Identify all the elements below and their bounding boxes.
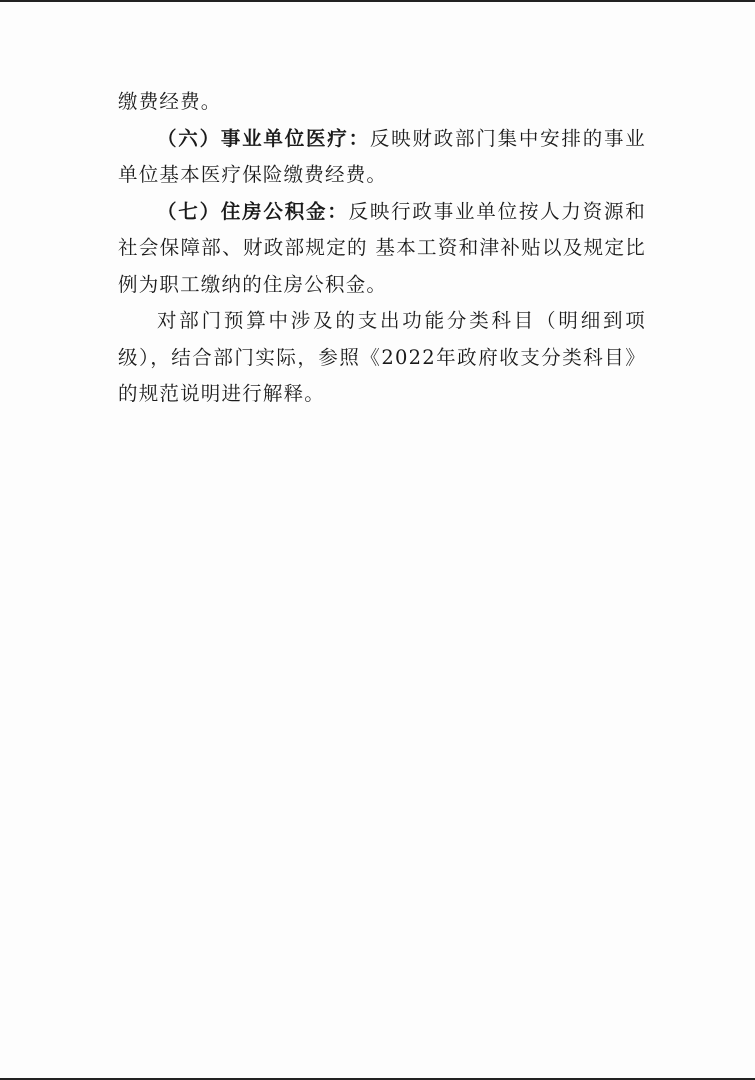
paragraph-institution-medical: [118, 121, 646, 194]
paragraph-text: 反映行政事业单位按人力资源和社会保障部、财政部规定的 基本工资和津补贴以及规定比例为职工缴纳的住房公积金。: [118, 199, 646, 296]
section-heading: （六）事业单位医疗：: [157, 126, 370, 150]
paragraph-continuation: [118, 84, 646, 121]
paragraph-text: 反映财政部门集中安排的事业单位基本医疗保险缴费经费。: [118, 126, 646, 186]
page-top-edge: [0, 0, 755, 2]
document-body: [118, 84, 646, 413]
paragraph-housing-fund: [118, 194, 646, 304]
section-heading: （七）住房公积金：: [157, 199, 349, 223]
paragraph-text: 缴费经费。: [118, 90, 222, 113]
paragraph-explanation-note: [118, 303, 646, 413]
paragraph-text: 对部门预算中涉及的支出功能分类科目（明细到项级），结合部门实际，参照《2022年政府收支分类科目》的规范说明进行解释。: [118, 309, 646, 405]
